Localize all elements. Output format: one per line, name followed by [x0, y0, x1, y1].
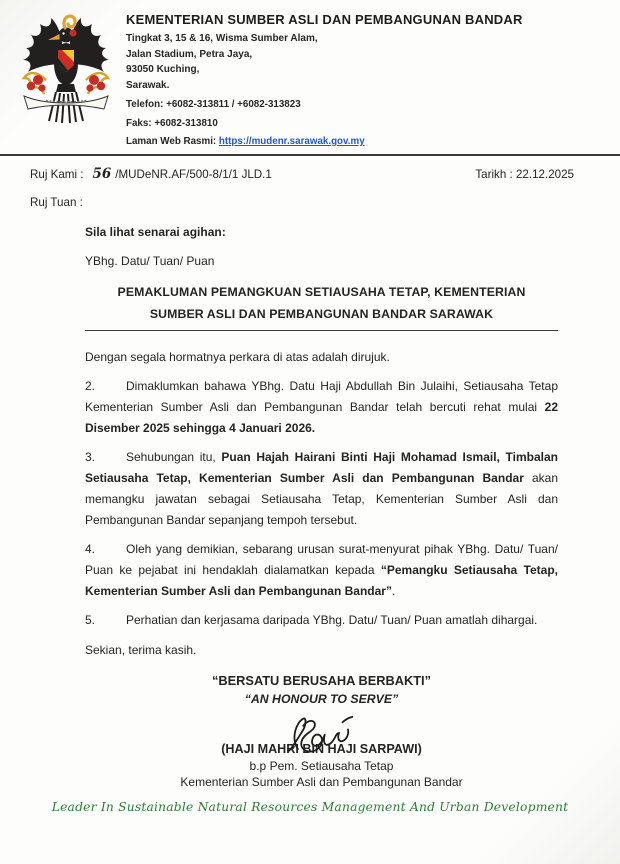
motto-malay: “BERSATU BERUSAHA BERBAKTI” — [212, 672, 431, 688]
date-label: Tarikh : 22.12.2025 — [475, 167, 574, 181]
signatory-name: (HAJI MAHRI BIN HAJI SARPAWI) — [221, 741, 422, 756]
ruj-kami-label: Ruj Kami : — [30, 167, 84, 181]
paragraph-3 — [85, 447, 558, 531]
website-link[interactable]: https://mudenr.sarawak.gov.my — [218, 136, 365, 147]
fax-line: Faks: +6082-313810 — [126, 117, 218, 129]
paragraph-4-bold-address: “Pemangku Setiausaha Tetap, Kementerian Sumber Asli dan Pembangunan Bandar” — [85, 562, 558, 598]
paragraph-4 — [85, 539, 558, 602]
closing-line: Sekian, terima kasih. — [85, 642, 197, 657]
paragraph-2-text: Dimaklumkan bahawa YBhg. Datu Haji Abdullah Bin Julaihi, Setiausaha Tetap Kementerian Sumber Asli dan Pembangunan Bandar telah bercuti rehat mulai — [85, 378, 558, 414]
subject-line-2: SUMBER ASLI DAN PEMBANGUNAN BANDAR SARAWAK — [149, 306, 494, 321]
subject-title — [85, 281, 558, 331]
paragraph-4-number: 4. — [85, 541, 96, 556]
subject-line-1: PEMAKLUMAN PEMANGKUAN SETIAUSAHA TETAP, KEMENTERIAN — [117, 284, 526, 299]
phone-line: Telefon: +6082-313811 / +6082-313823 — [126, 99, 301, 110]
ruj-kami-handwritten-number: 56 — [92, 165, 112, 182]
signatory-organisation: Kementerian Sumber Asli dan Pembangunan Bandar — [180, 774, 463, 789]
ministry-name: KEMENTERIAN SUMBER ASLI DAN PEMBANGUNAN BANDAR — [126, 12, 523, 27]
address-line-3: 93050 Kuching, — [126, 64, 200, 75]
ruj-tuan-label: Ruj Tuan : — [30, 195, 83, 209]
paragraph-3-text-start: Sehubungan itu, — [126, 449, 222, 464]
paragraph-intro: Dengan segala hormatnya perkara di atas adalah dirujuk. — [85, 349, 390, 364]
motto-english: “AN HONOUR TO SERVE” — [244, 691, 399, 706]
address-line-1: Tingkat 3, 15 & 16, Wisma Sumber Alam, — [126, 33, 318, 44]
reference-row — [0, 156, 620, 182]
letterhead — [0, 0, 620, 149]
paragraph-3-number: 3. — [85, 449, 96, 464]
paragraph-5-text: Perhatian dan kerjasama daripada YBhg. Datu/ Tuan/ Puan amatlah dihargai. — [126, 612, 538, 627]
sarawak-crest-logo — [16, 8, 116, 126]
paragraph-4-text-start: Oleh yang demikian, sebarang urusan surat-menyurat pihak YBhg. Datu/ Tuan/ Puan ke pejabat ini hendaklah dialamatkan kepada — [85, 541, 558, 577]
paragraph-3-bold-name: Puan Hajah Hairani Binti Haji Mohamad Ismail, Timbalan Setiausaha Tetap, Kementerian Sumber Asli dan Pembangunan Bandar — [85, 449, 558, 485]
paragraph-3-text-end: akan memangku jawatan sebagai Setiausaha Tetap, Kementerian Sumber Asli dan Pembangunan Bandar sepanjang tempoh tersebut. — [85, 470, 559, 527]
paragraph-5 — [85, 610, 558, 631]
footer-tagline: Leader In Sustainable Natural Resources Management And Urban Development — [51, 799, 569, 814]
address-line-4: Sarawak. — [126, 79, 170, 91]
letter-body — [0, 225, 620, 789]
salutation: YBhg. Datu/ Tuan/ Puan — [85, 253, 215, 268]
ruj-kami-reference: /MUDeNR.AF/500-8/1/1 JLD.1 — [115, 167, 272, 181]
paragraph-2 — [85, 376, 558, 439]
address-line-2: Jalan Stadium, Petra Jaya, — [126, 48, 253, 60]
letterhead-info — [126, 8, 523, 149]
paragraph-5-number: 5. — [85, 612, 96, 627]
website-line — [126, 135, 523, 149]
paragraph-2-number: 2. — [85, 378, 96, 393]
distribution-note: Sila lihat senarai agihan: — [85, 224, 226, 239]
paragraph-2-bold-dates: 22 Disember 2025 sehingga 4 Januari 2026. — [85, 399, 558, 435]
paragraph-4-text-end: . — [391, 583, 396, 598]
website-label: Laman Web Rasmi: — [126, 136, 219, 147]
signatory-title: b.p Pem. Setiausaha Tetap — [249, 758, 394, 773]
